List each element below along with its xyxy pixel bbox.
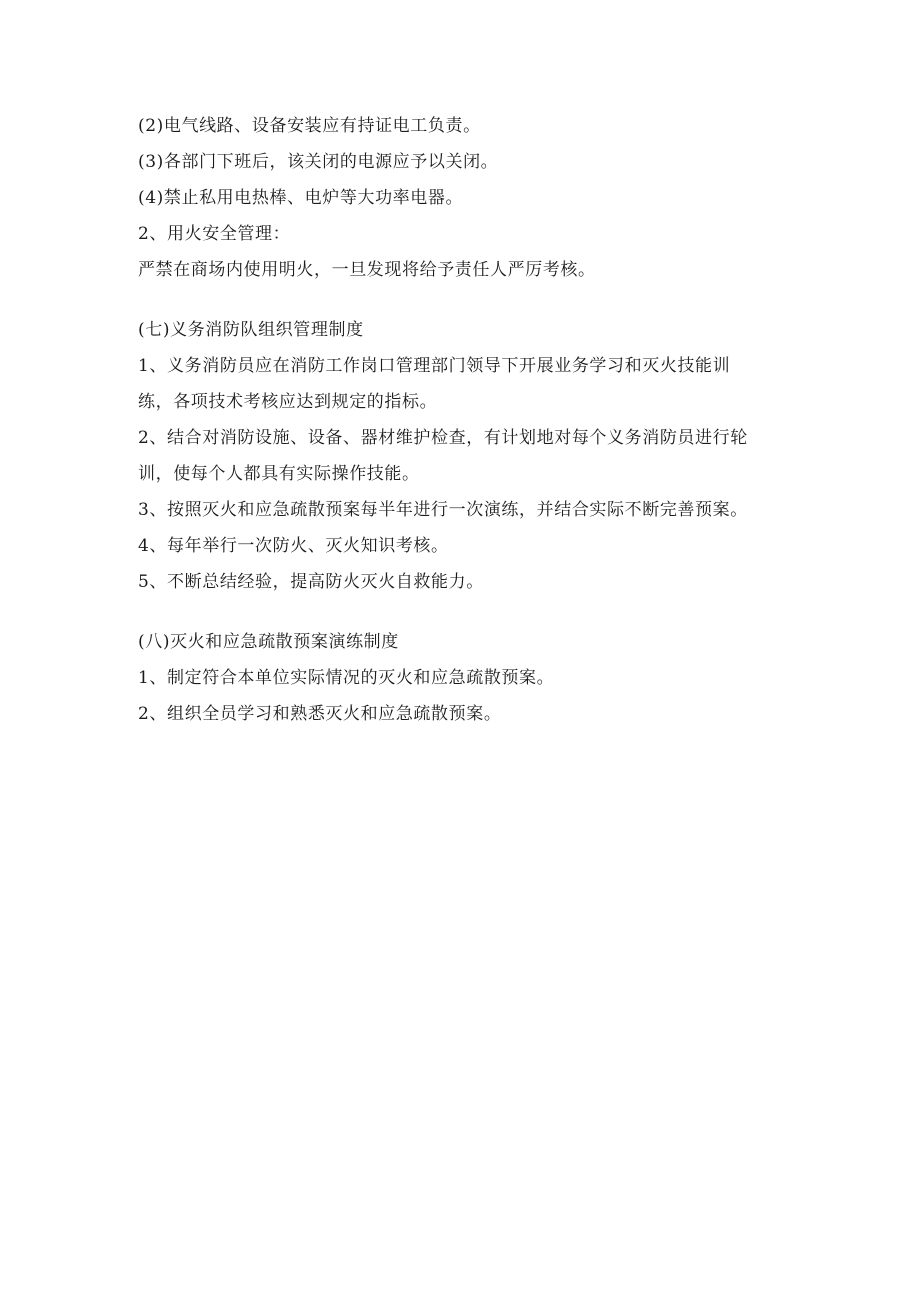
section-heading: (八)灭火和应急疏散预案演练制度 bbox=[138, 632, 399, 652]
list-item: (4)禁止私用电热棒、电炉等大功率电器。 bbox=[138, 188, 464, 208]
list-item: 5、不断总结经验，提高防火灭火自救能力。 bbox=[138, 572, 484, 592]
list-item bbox=[138, 420, 798, 492]
list-item-line: 2、结合对消防设施、设备、器材维护检查，有计划地对每个义务消防员进行轮 bbox=[138, 428, 748, 448]
list-item: 4、每年举行一次防火、灭火知识考核。 bbox=[138, 536, 449, 556]
list-item bbox=[138, 348, 798, 420]
list-item: (3)各部门下班后，该关闭的电源应予以关闭。 bbox=[138, 152, 499, 172]
list-item-line: 1、义务消防员应在消防工作岗口管理部门领导下开展业务学习和灭火技能训 bbox=[138, 356, 731, 376]
section-heading: (七)义务消防队组织管理制度 bbox=[138, 320, 364, 340]
list-item: 1、制定符合本单位实际情况的灭火和应急疏散预案。 bbox=[138, 668, 555, 688]
document-page bbox=[138, 108, 798, 732]
list-item: 2、组织全员学习和熟悉灭火和应急疏散预案。 bbox=[138, 704, 502, 724]
subsection-heading: 2、用火安全管理： bbox=[138, 224, 291, 244]
section-spacer bbox=[138, 600, 798, 624]
section-spacer bbox=[138, 288, 798, 312]
list-item: 3、按照灭火和应急疏散预案每半年进行一次演练，并结合实际不断完善预案。 bbox=[138, 500, 748, 520]
list-item: (2)电气线路、设备安装应有持证电工负责。 bbox=[138, 116, 481, 136]
list-item-line: 练，各项技术考核应达到规定的指标。 bbox=[138, 392, 438, 412]
paragraph: 严禁在商场内使用明火，一旦发现将给予责任人严厉考核。 bbox=[138, 260, 596, 280]
list-item-line: 训，使每个人都具有实际操作技能。 bbox=[138, 464, 420, 484]
